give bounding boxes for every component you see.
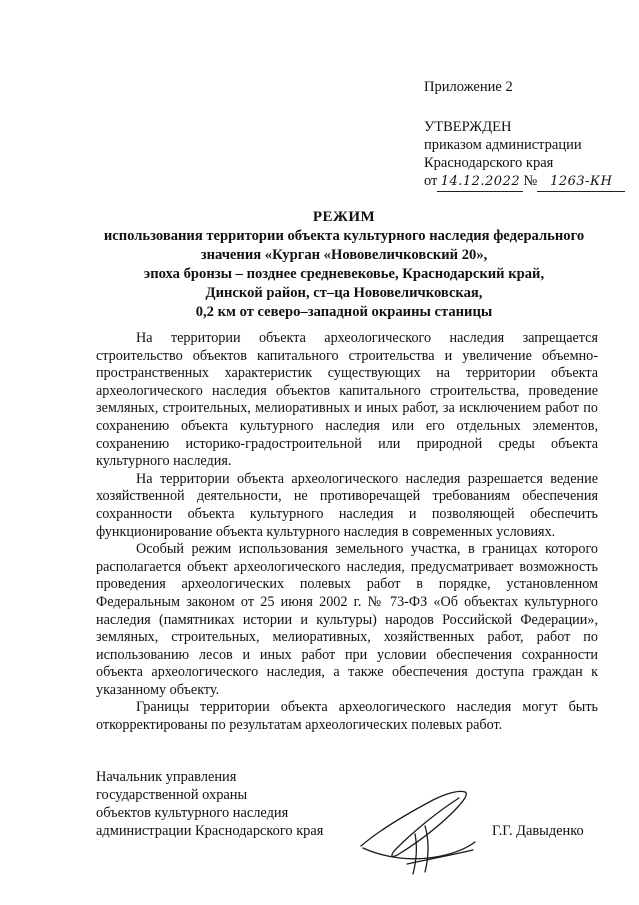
document-body [96,330,598,735]
approval-from-prefix: от [424,173,438,189]
signer-block [96,768,323,840]
title-line-3: эпоха бронзы – позднее средневековье, Краснодарский край, [143,265,545,282]
approval-block [424,118,625,192]
approval-date-handwritten: 14.12.2022 [437,173,523,192]
appendix-label: Приложение 2 [424,79,513,95]
approval-number-handwritten: 1263-КН [537,173,625,192]
document-title [96,208,592,321]
approval-heading: УТВЕРЖДЕН [424,119,512,135]
title-line-4: Динской район, ст–ца Нововеличковская, [205,284,483,301]
title-line-1: использования территории объекта культурного наследия федерального [103,227,585,244]
body-paragraph-2: На территории объекта археологического наследия разрешается ведение хозяйственной деятельности, не противоречащей требованиям обеспечения сохранности объекта культурного наследия и позволяющей обеспечить функционирование объекта культурного наследия в современных условиях. [96,470,598,540]
signer-line-4: администрации Краснодарского края [96,823,324,839]
approval-line-1: приказом администрации [424,137,582,153]
signer-line-1: Начальник управления [96,769,237,785]
body-paragraph-1: На территории объекта археологического наследия запрещается строительство объектов капитального строительства и увеличение объемно-пространственных характеристик существующих на территории объекта археологического наследия объектов капитального строительства, проведение земляных, строительных, мелиоративных и иных работ, за исключением работ по сохранению объекта культурного наследия или его отдельных элементов, сохранению историко-градостроительной или природной среды объекта культурного наследия. [96,330,598,470]
title-line-5: 0,2 км от северо–западной окраины станицы [195,303,493,320]
approval-line-2: Краснодарского края [424,155,554,171]
signer-name: Г.Г. Давыденко [492,823,584,839]
body-paragraph-4: Границы территории объекта археологического наследия могут быть откорректированы по результатам археологических полевых работ. [96,699,598,734]
approval-date-line [424,172,625,192]
approval-number-sign: № [523,173,538,189]
signer-line-2: государственной охраны [96,787,248,803]
title-head: РЕЖИМ [312,209,376,225]
signer-line-3: объектов культурного наследия [96,805,289,821]
title-line-2: значения «Курган «Нововеличковский 20», [200,246,488,263]
body-paragraph-3: Особый режим использования земельного участка, в границах которого располагается объект археологического наследия, предусматривает возможность проведения археологических полевых работ в порядке, установленном Федеральным законом от 25 июня 2002 г. № 73-ФЗ «Об объектах культурного наследия (памятниках истории и культуры) народов Российской Федерации», земляных, строительных, мелиоративных, хозяйственных работ, работ по использованию лесов и иных работ при условии обеспечения сохранности объекта археологического наследия, а также обеспечения доступа граждан к указанному объекту. [96,541,598,698]
handwritten-signature [355,786,487,880]
